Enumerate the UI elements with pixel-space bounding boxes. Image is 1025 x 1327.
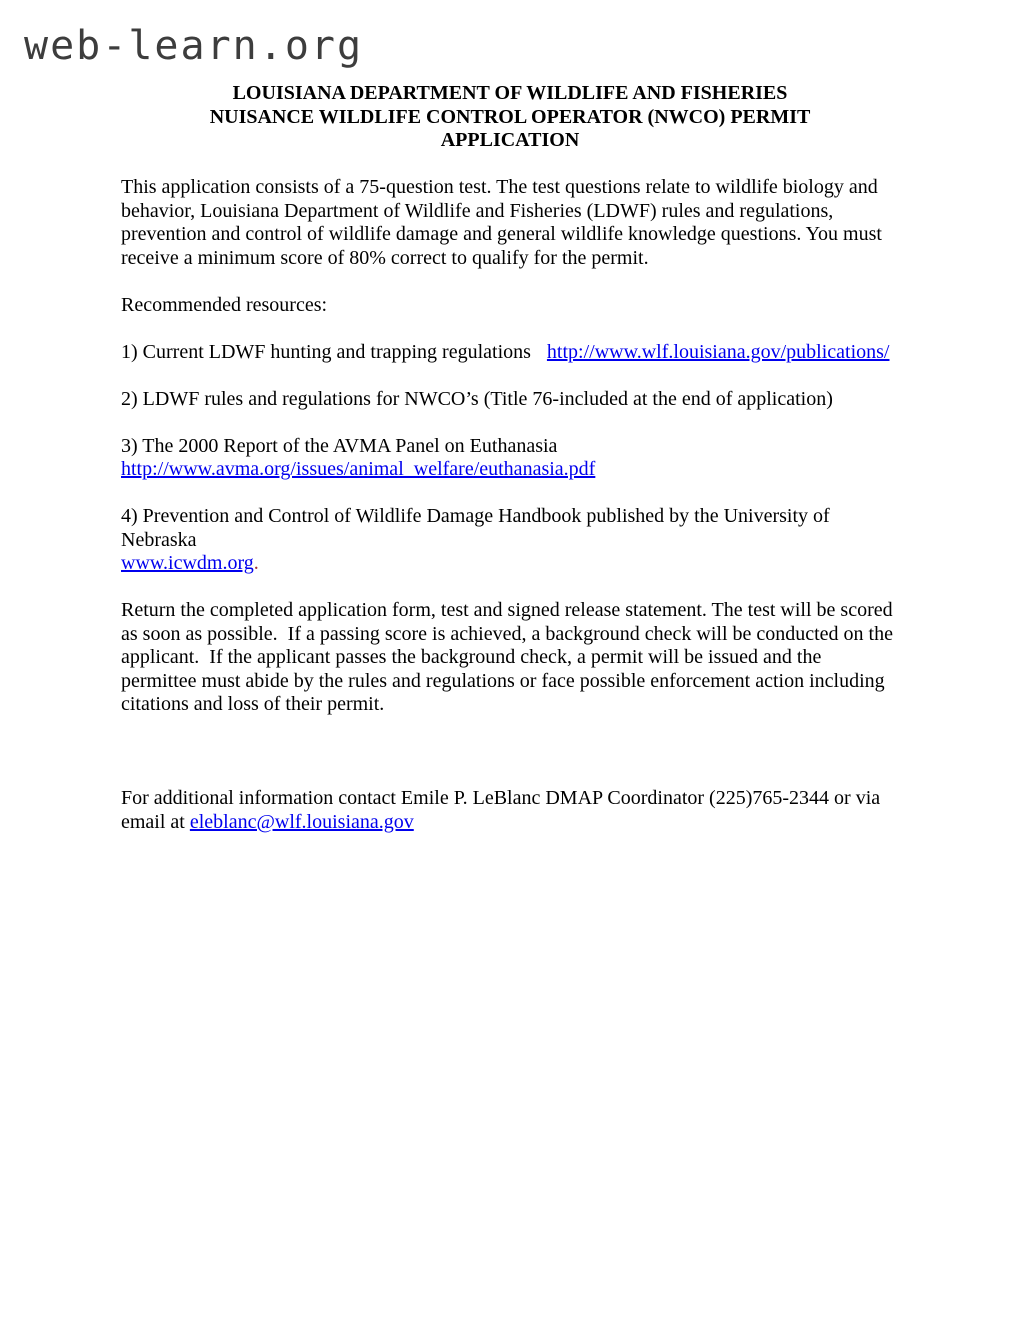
resource-4-text: 4) Prevention and Control of Wildlife Damage Handbook published by the University of Nebraska [121,505,835,551]
document-title-line1: LOUISIANA DEPARTMENT OF WILDLIFE AND FISHERIES [232,82,788,104]
resource-item-3 [121,435,899,482]
contact-email-link[interactable]: eleblanc@wlf.louisiana.gov [189,810,414,833]
return-paragraph-text: Return the completed application form, test and signed release statement. The test will be scored as soon as possible. If a passing score is achieved, a background check will be conducted on the applicant. If the applicant passes the background check, a permit will be issued and the permittee must abide by the rules and regulations or face possible enforcement action including citations and loss of their permit. [121,599,898,715]
site-logo: web-learn.org [24,23,364,69]
resources-heading [121,294,899,318]
resource-1-text: 1) Current LDWF hunting and trapping regulations [121,340,531,363]
intro-text: This application consists of a 75-question test. The test questions relate to wildlife biology and behavior, Louisiana Department of Wildlife and Fisheries (LDWF) rules and regulations, prevention and control of wildlife damage and general wildlife knowledge questions. You must receive a minimum score of 80% correct to qualify for the permit. [121,176,887,269]
resource-3-link[interactable]: http://www.avma.org/issues/animal_welfare/euthanasia.pdf [121,458,596,480]
resource-item-4 [121,505,899,576]
resource-4-link[interactable]: www.icwdm.org [121,552,254,574]
resources-heading-text: Recommended resources: [121,293,328,316]
intro-paragraph [121,176,899,270]
contact-text: For additional information contact Emile P. LeBlanc DMAP Coordinator (225)765-2344 or via email at [121,787,886,833]
document-title-line3: APPLICATION [440,129,580,151]
document-title-line2: NUISANCE WILDLIFE CONTROL OPERATOR (NWCO) PERMIT [209,105,811,128]
return-paragraph [121,599,899,717]
resource-item-1 [121,341,899,365]
resource-3-text: 3) The 2000 Report of the AVMA Panel on Euthanasia [121,434,558,457]
resource-item-2 [121,388,899,412]
contact-paragraph [121,787,899,834]
resource-4-period: . [253,552,259,574]
document-title [121,82,899,153]
resource-1-link[interactable]: http://www.wlf.louisiana.gov/publications/ [546,340,890,363]
resource-2-text: 2) LDWF rules and regulations for NWCO’s (Title 76-included at the end of application) [121,387,833,410]
document-body [0,82,1025,834]
